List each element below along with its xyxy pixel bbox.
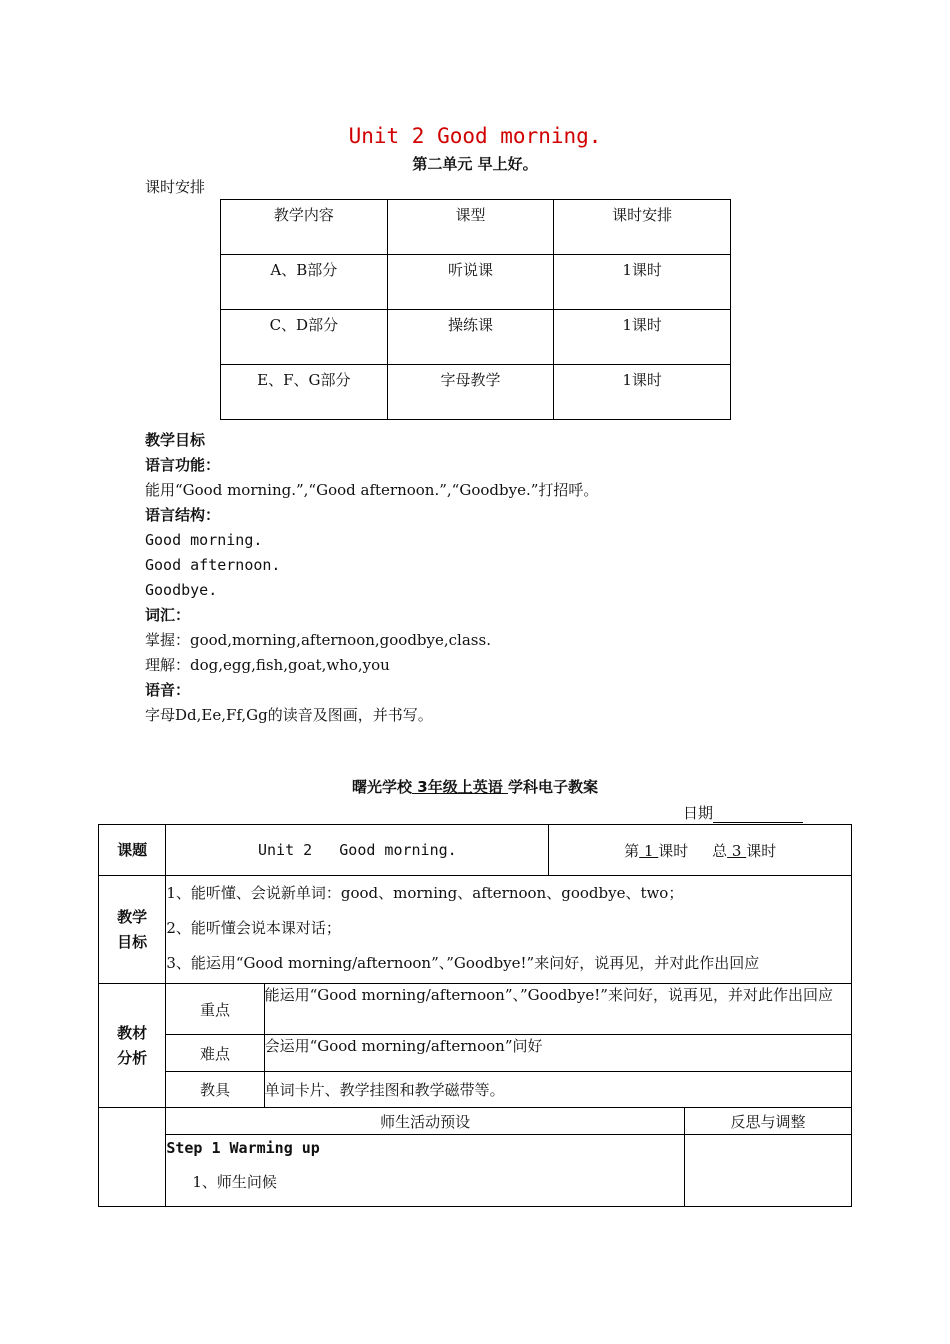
key-label: 重点	[166, 984, 264, 1035]
table-cell: 听说课	[387, 255, 554, 310]
schedule-label: 课时安排	[145, 178, 206, 196]
topic-label: 课题	[99, 825, 166, 876]
lesson-number: 1	[639, 841, 659, 860]
table-row	[99, 876, 852, 984]
table-row	[221, 310, 731, 365]
lesson-suffix: 课时	[746, 841, 777, 860]
function-label: 语言功能：	[145, 456, 221, 474]
page-title: Unit 2 Good morning.	[348, 124, 602, 148]
page-subtitle: 第二单元 早上好。	[412, 155, 538, 173]
date-label: 日期	[683, 804, 714, 822]
phonics-label: 语音：	[145, 681, 191, 699]
schedule-table	[220, 199, 731, 420]
school-name: 曙光学校	[352, 778, 413, 796]
goal-item: 1、能听懂、会说新单词：good、morning、afternoon、goodbye、two；	[166, 884, 684, 902]
table-row	[99, 1072, 852, 1108]
goal-item: 2、能听懂会说本课对话；	[166, 919, 341, 937]
topic-value: Unit 2 Good morning.	[166, 825, 549, 876]
structure-item: Goodbye.	[145, 581, 218, 599]
lesson-mid: 课时 总	[658, 841, 728, 860]
goals-cell	[166, 876, 852, 984]
date-field	[683, 802, 803, 823]
table-cell: A、B部分	[221, 255, 388, 310]
lesson-count	[549, 825, 852, 876]
table-row	[99, 1135, 852, 1207]
step-heading: Step 1 Warming up	[166, 1139, 320, 1157]
lesson-total: 3	[727, 841, 747, 860]
table-cell: 操练课	[387, 310, 554, 365]
goal-item: 3、能运用“Good morning/afternoon”、”Goodbye!”来问好，说再见，并对此作出回应	[166, 954, 760, 972]
structure-item: Good afternoon.	[145, 556, 281, 574]
table-cell: 1课时	[554, 255, 731, 310]
lesson-plan-table	[98, 824, 852, 1207]
step-item: 1、师生问候	[192, 1173, 277, 1191]
reflection-header: 反思与调整	[685, 1108, 852, 1135]
difficulty-text: 会运用“Good morning/afternoon”问好	[264, 1035, 851, 1072]
table-row	[99, 1035, 852, 1072]
table-header-cell: 课型	[387, 200, 554, 255]
table-cell: 1课时	[554, 310, 731, 365]
table-row	[221, 255, 731, 310]
reflection-cell	[685, 1135, 852, 1207]
table-cell: 1课时	[554, 365, 731, 420]
table-row	[99, 1108, 852, 1135]
table-cell: C、D部分	[221, 310, 388, 365]
difficulty-label: 难点	[166, 1035, 264, 1072]
tools-label: 教具	[166, 1072, 264, 1108]
date-blank	[713, 808, 803, 823]
vocab-label: 词汇：	[145, 606, 191, 624]
table-row	[99, 984, 852, 1035]
lesson-prefix: 第	[624, 841, 640, 860]
activities-cell	[166, 1135, 685, 1207]
table-header-cell: 教学内容	[221, 200, 388, 255]
table-header-row	[221, 200, 731, 255]
analysis-label: 教材分析	[99, 984, 166, 1108]
table-cell: 字母教学	[387, 365, 554, 420]
table-header-cell: 课时安排	[554, 200, 731, 255]
grade-subject: 3年级上英语	[412, 778, 508, 796]
school-heading	[0, 776, 950, 797]
table-row	[221, 365, 731, 420]
structure-item: Good morning.	[145, 531, 263, 549]
table-row	[99, 825, 852, 876]
function-text: 能用“Good morning.”,“Good afternoon.”,“Goodbye.”打招呼。	[145, 481, 599, 499]
vocab-master: 掌握：good,morning,afternoon,goodbye,class.	[145, 631, 491, 649]
activities-header: 师生活动预设	[166, 1108, 685, 1135]
vocab-understand: 理解：dog,egg,fish,goat,who,you	[145, 656, 390, 674]
empty-cell	[99, 1108, 166, 1207]
key-text: 能运用“Good morning/afternoon”、”Goodbye!”来问好，说再见，并对此作出回应	[264, 984, 851, 1035]
plan-type: 学科电子教案	[507, 778, 598, 796]
structure-label: 语言结构：	[145, 506, 221, 524]
table-cell: E、F、G部分	[221, 365, 388, 420]
tools-text: 单词卡片、教学挂图和教学磁带等。	[264, 1072, 851, 1108]
objectives-section	[145, 428, 598, 728]
objectives-heading: 教学目标	[145, 431, 206, 449]
goals-label: 教学目标	[99, 876, 166, 984]
phonics-text: 字母Dd,Ee,Ff,Gg的读音及图画，并书写。	[145, 706, 433, 724]
